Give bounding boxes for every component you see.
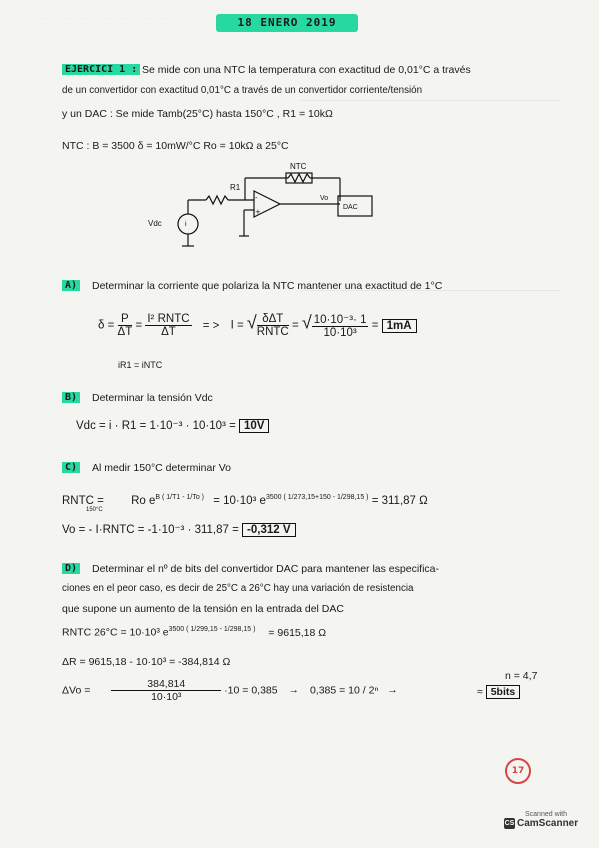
part-d-delta-vo: ΔVo = $\frac{384,814}{\text{10·10³}}$ ·10 = 0,385 → 0,385 = 10 / 2ⁿ →: [62, 678, 398, 703]
opamp-plus-label: +: [255, 208, 261, 216]
ntc-parameters: NTC : B = 3500 δ = 10mW/°C Ro = 10kΩ a 25°C: [62, 140, 289, 152]
part-a-question: Determinar la corriente que polariza la NTC mantener una exactitud de 1°C: [92, 280, 443, 292]
exercise-line-2: de un convertidor con exactitud 0,01°C a través de un convertidor corriente/tensión: [62, 85, 423, 96]
vdc-label: Vdc: [148, 219, 162, 228]
part-d-delta-r: ΔR = 9615,18 - 10·10³ = -384,814 Ω: [62, 656, 231, 668]
part-a-equation: δ = $\frac{P}{\Delta T}$ = $\frac{\text{I² RNTC}}{\Delta T}$ = > I = √ $\frac{\text{δΔT}}{\text{RNTC}}$ = √ $\frac{\text{10·10⁻³· 1}}{\text{10·10³}}$ = 1mA: [98, 312, 417, 339]
part-d-n-value: n = 4,7: [505, 670, 538, 682]
part-c-vo-equation: Vo = - I·RNTC = -1·10⁻³ · 311,87 = -0,312 V: [62, 522, 296, 536]
part-d-rntc26-equation: RNTC 26°C = 10·10³ $e^{3500 ( 1/299,15 - 1/298,15 )} = 9615,18$ Ω: [62, 626, 327, 639]
page-number-stamp: 17: [505, 758, 531, 784]
part-c-result: -0,312 V: [242, 523, 295, 537]
part-b-equation: Vdc = i · R1 = 1·10⁻³ · 10·10³ = 10V: [76, 418, 269, 432]
camscanner-logo-icon: CS: [504, 820, 515, 827]
part-a-label: A): [62, 280, 80, 291]
part-a-result: 1mA: [382, 319, 417, 333]
scanner-caption: Scanned with: [524, 811, 568, 818]
date-header: 18 ENERO 2019: [216, 14, 358, 32]
circuit-diagram: [148, 158, 390, 254]
camscanner-watermark: [504, 811, 588, 841]
opamp-minus-label: -: [255, 194, 258, 202]
vo-label: Vo: [320, 195, 329, 202]
part-d-line-3: que supone un aumento de la tensión en la entrada del DAC: [62, 603, 344, 615]
part-d-line-2: ciones en el peor caso, es decir de 25°C a 26°C hay una variación de resistencia: [62, 583, 414, 594]
scanner-brand: CamScanner: [517, 818, 579, 830]
part-c-label: C): [62, 462, 80, 473]
exercise-line-3: y un DAC : Se mide Tamb(25°C) hasta 150°C , R1 = 10kΩ: [62, 108, 333, 120]
source-current-label: i: [185, 221, 187, 228]
part-c-rntc-equation: RNTC = Ro $e^{B ( 1/T1 - 1/To )} = 10\cdot 10^3$ $e^{3500 ( 1/273,15+150 - 1/298,15 )} = 311,87$ Ω: [62, 494, 428, 507]
part-d-result: 5bits: [486, 685, 521, 699]
exercise-line-1: Se mide con una NTC la temperatura con exactitud de 0,01°C a través: [142, 64, 471, 76]
part-c-rntc-subscript: 150°C: [86, 507, 103, 513]
r1-label: R1: [230, 183, 241, 192]
dac-label: DAC: [343, 204, 358, 211]
ntc-label: NTC: [290, 162, 307, 171]
part-d-line-1: Determinar el nº de bits del convertidor DAC para mantener las especifica-: [92, 563, 439, 575]
bleed-through-background: . . . . . . . . . . . . . . . . . . . . . . . . . . . . . .: [0, 0, 599, 848]
part-b-question: Determinar la tensión Vdc: [92, 392, 213, 404]
delta-symbol: δ =: [98, 319, 115, 332]
exercise-label: EJERCICI 1 :: [62, 64, 140, 75]
part-b-label: B): [62, 392, 80, 403]
part-d-bits: ≈ 5bits: [477, 686, 520, 698]
part-d-label: D): [62, 563, 80, 574]
part-b-result: 10V: [239, 419, 269, 433]
part-c-question: Al medir 150°C determinar Vo: [92, 462, 232, 474]
part-a-note: iR1 = iNTC: [118, 360, 163, 370]
